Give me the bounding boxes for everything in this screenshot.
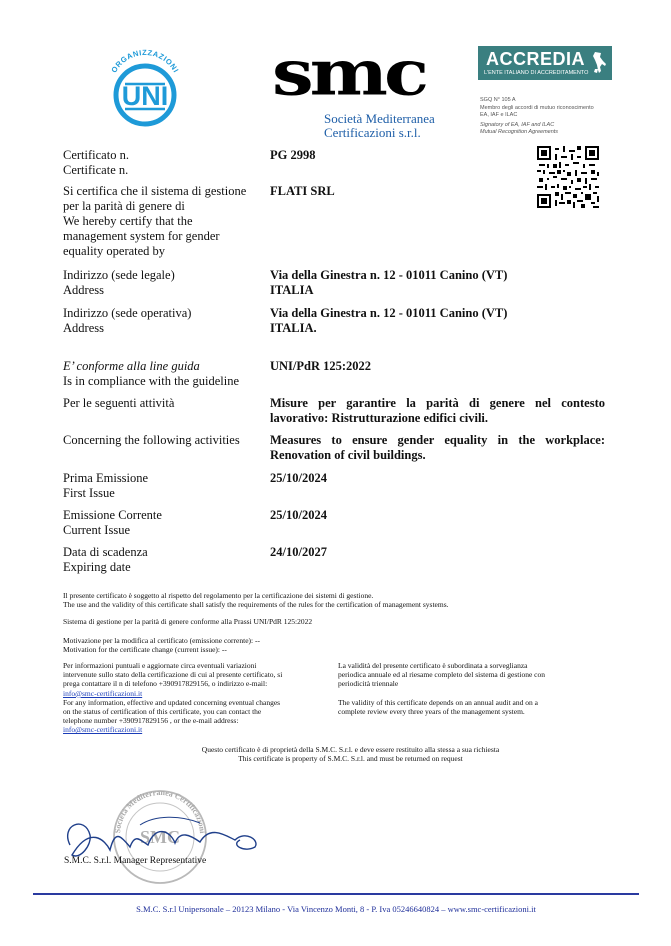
- accredia-note-5: Mutual Recognition Agreements: [480, 129, 559, 135]
- first-issue-date: 25/10/2024: [270, 471, 327, 485]
- uni-logo: [100, 40, 190, 140]
- first-issue-label: Prima Emissione First Issue: [63, 471, 149, 500]
- accredia-note-1: SGQ N° 105 A: [480, 97, 516, 103]
- info-note: Per informazioni puntuali e aggiornate circa eventuali variazioni intervenute sullo stato della certificazione di cui al presente certificato, si prega contattare il n di telefono +390917829156, o indirizzo e-mail: info@smc-certificazioni.it For any information, effective and updated concerning eventual changes on the status of certification of this certificate, you can contact the telephone number +390917829156 , or the e-mail address: info@smc-certificazioni.it: [63, 661, 283, 735]
- legal-address-label: Indirizzo (sede legale) Address: [63, 268, 175, 297]
- validity-note: La validità del presente certificato è subordinata a sorveglianza periodica annuale ed al riesame completo del sistema di gestione con periodicità triennale The validity of this certificate depends on an annual audit and on a complete review every three years of the management system.: [338, 661, 546, 716]
- smc-subtitle-1: Società Mediterranea: [324, 111, 435, 126]
- operational-address-label: Indirizzo (sede operativa) Address: [63, 306, 192, 335]
- property-note: Questo certificato è di proprietà della S.M.C. S.r.l. e deve essere restituito alla stessa a sua richiesta This certificate is property of S.M.C. S.r.l. and must be returned on request: [201, 745, 500, 764]
- uni-text: UNI: [121, 81, 169, 111]
- guideline-value: UNI/PdR 125:2022: [270, 359, 372, 373]
- legal-address: Via della Ginestra n. 12 - 01011 Canino (VT) ITALIA: [270, 268, 508, 297]
- motivation-note: Motivazione per la modifica al certificato (emissione corrente): -- Motivation for the certificate change (current issue): --: [63, 636, 260, 655]
- accredia-wordmark: ACCREDIA: [486, 49, 586, 69]
- footer-text: S.M.C. S.r.l Unipersonale – 20123 Milano - Via Vincenzo Monti, 8 - P. Iva 05246640824 – www.smc-certificazioni.it: [136, 904, 536, 914]
- expiry-date: 24/10/2027: [270, 545, 327, 559]
- activities-en: Measures to ensure gender equality in the workplace: Renovation of civil buildings.: [270, 433, 605, 462]
- smc-logo: [272, 36, 435, 140]
- activities-label-it: Per le seguenti attività: [63, 396, 175, 410]
- uni-ring-text: ORGANIZZAZIONI: [109, 47, 181, 75]
- certificate-label: Certificato n. Certificate n.: [63, 148, 129, 177]
- expiry-label: Data di scadenza Expiring date: [63, 545, 148, 574]
- system-note: Sistema di gestione per la parità di genere conforme alla Prassi UNI/PdR 125:2022: [63, 617, 313, 626]
- activities-label-en: Concerning the following activities: [63, 433, 240, 447]
- accredia-logo: [478, 46, 612, 80]
- signature-caption: S.M.C. S.r.l. Manager Representative: [64, 856, 207, 866]
- accredia-subtitle: L'ENTE ITALIANO DI ACCREDITAMENTO: [484, 70, 589, 76]
- current-issue-date: 25/10/2024: [270, 508, 327, 522]
- rules-note: Il presente certificato è soggetto al rispetto del regolamento per la certificazione dei sistemi di gestione. The use and the validity of this certificate shall satisfy the requirements of the rules for the certification of management systems.: [63, 591, 449, 610]
- company-name: FLATI SRL: [270, 184, 335, 198]
- header-logos: [0, 0, 671, 145]
- guideline-label: E’ conforme alla line guida Is in compliance with the guideline: [63, 359, 239, 388]
- italy-map-icon: [592, 51, 608, 75]
- svg-text:ORGANIZZAZIONI: [109, 48, 180, 74]
- signature-stamp: [60, 785, 270, 885]
- stamp-center-text: SMC: [140, 827, 180, 847]
- current-issue-label: Emissione Corrente Current Issue: [63, 508, 162, 537]
- footer-divider: [33, 893, 639, 895]
- operational-address: Via della Ginestra n. 12 - 01011 Canino (VT) ITALIA.: [270, 306, 508, 335]
- certify-label: Si certifica che il sistema di gestione per la parità di genere di We hereby certify that the management system for gender equality operated by: [63, 184, 247, 258]
- info-email-link-en[interactable]: info@smc-certificazioni.it: [63, 725, 143, 735]
- info-email-link-it[interactable]: info@smc-certificazioni.it: [63, 688, 143, 698]
- stamp-ring-text: Società Mediterranea Certificazioni: [112, 787, 207, 834]
- smc-subtitle-2: Certificazioni s.r.l.: [324, 125, 421, 140]
- activities-it: Misure per garantire la parità di genere nel contesto lavorativo: Ristrutturazione edifici civili.: [270, 396, 605, 425]
- certificate-number: PG 2998: [270, 148, 316, 162]
- accredia-note-4: Signatory of EA, IAF and ILAC: [480, 122, 555, 128]
- accredia-note-2: Membro degli accordi di mutuo riconoscimento: [480, 105, 594, 111]
- smc-wordmark: smc: [272, 36, 426, 110]
- accredia-note-3: EA, IAF e ILAC: [480, 112, 518, 118]
